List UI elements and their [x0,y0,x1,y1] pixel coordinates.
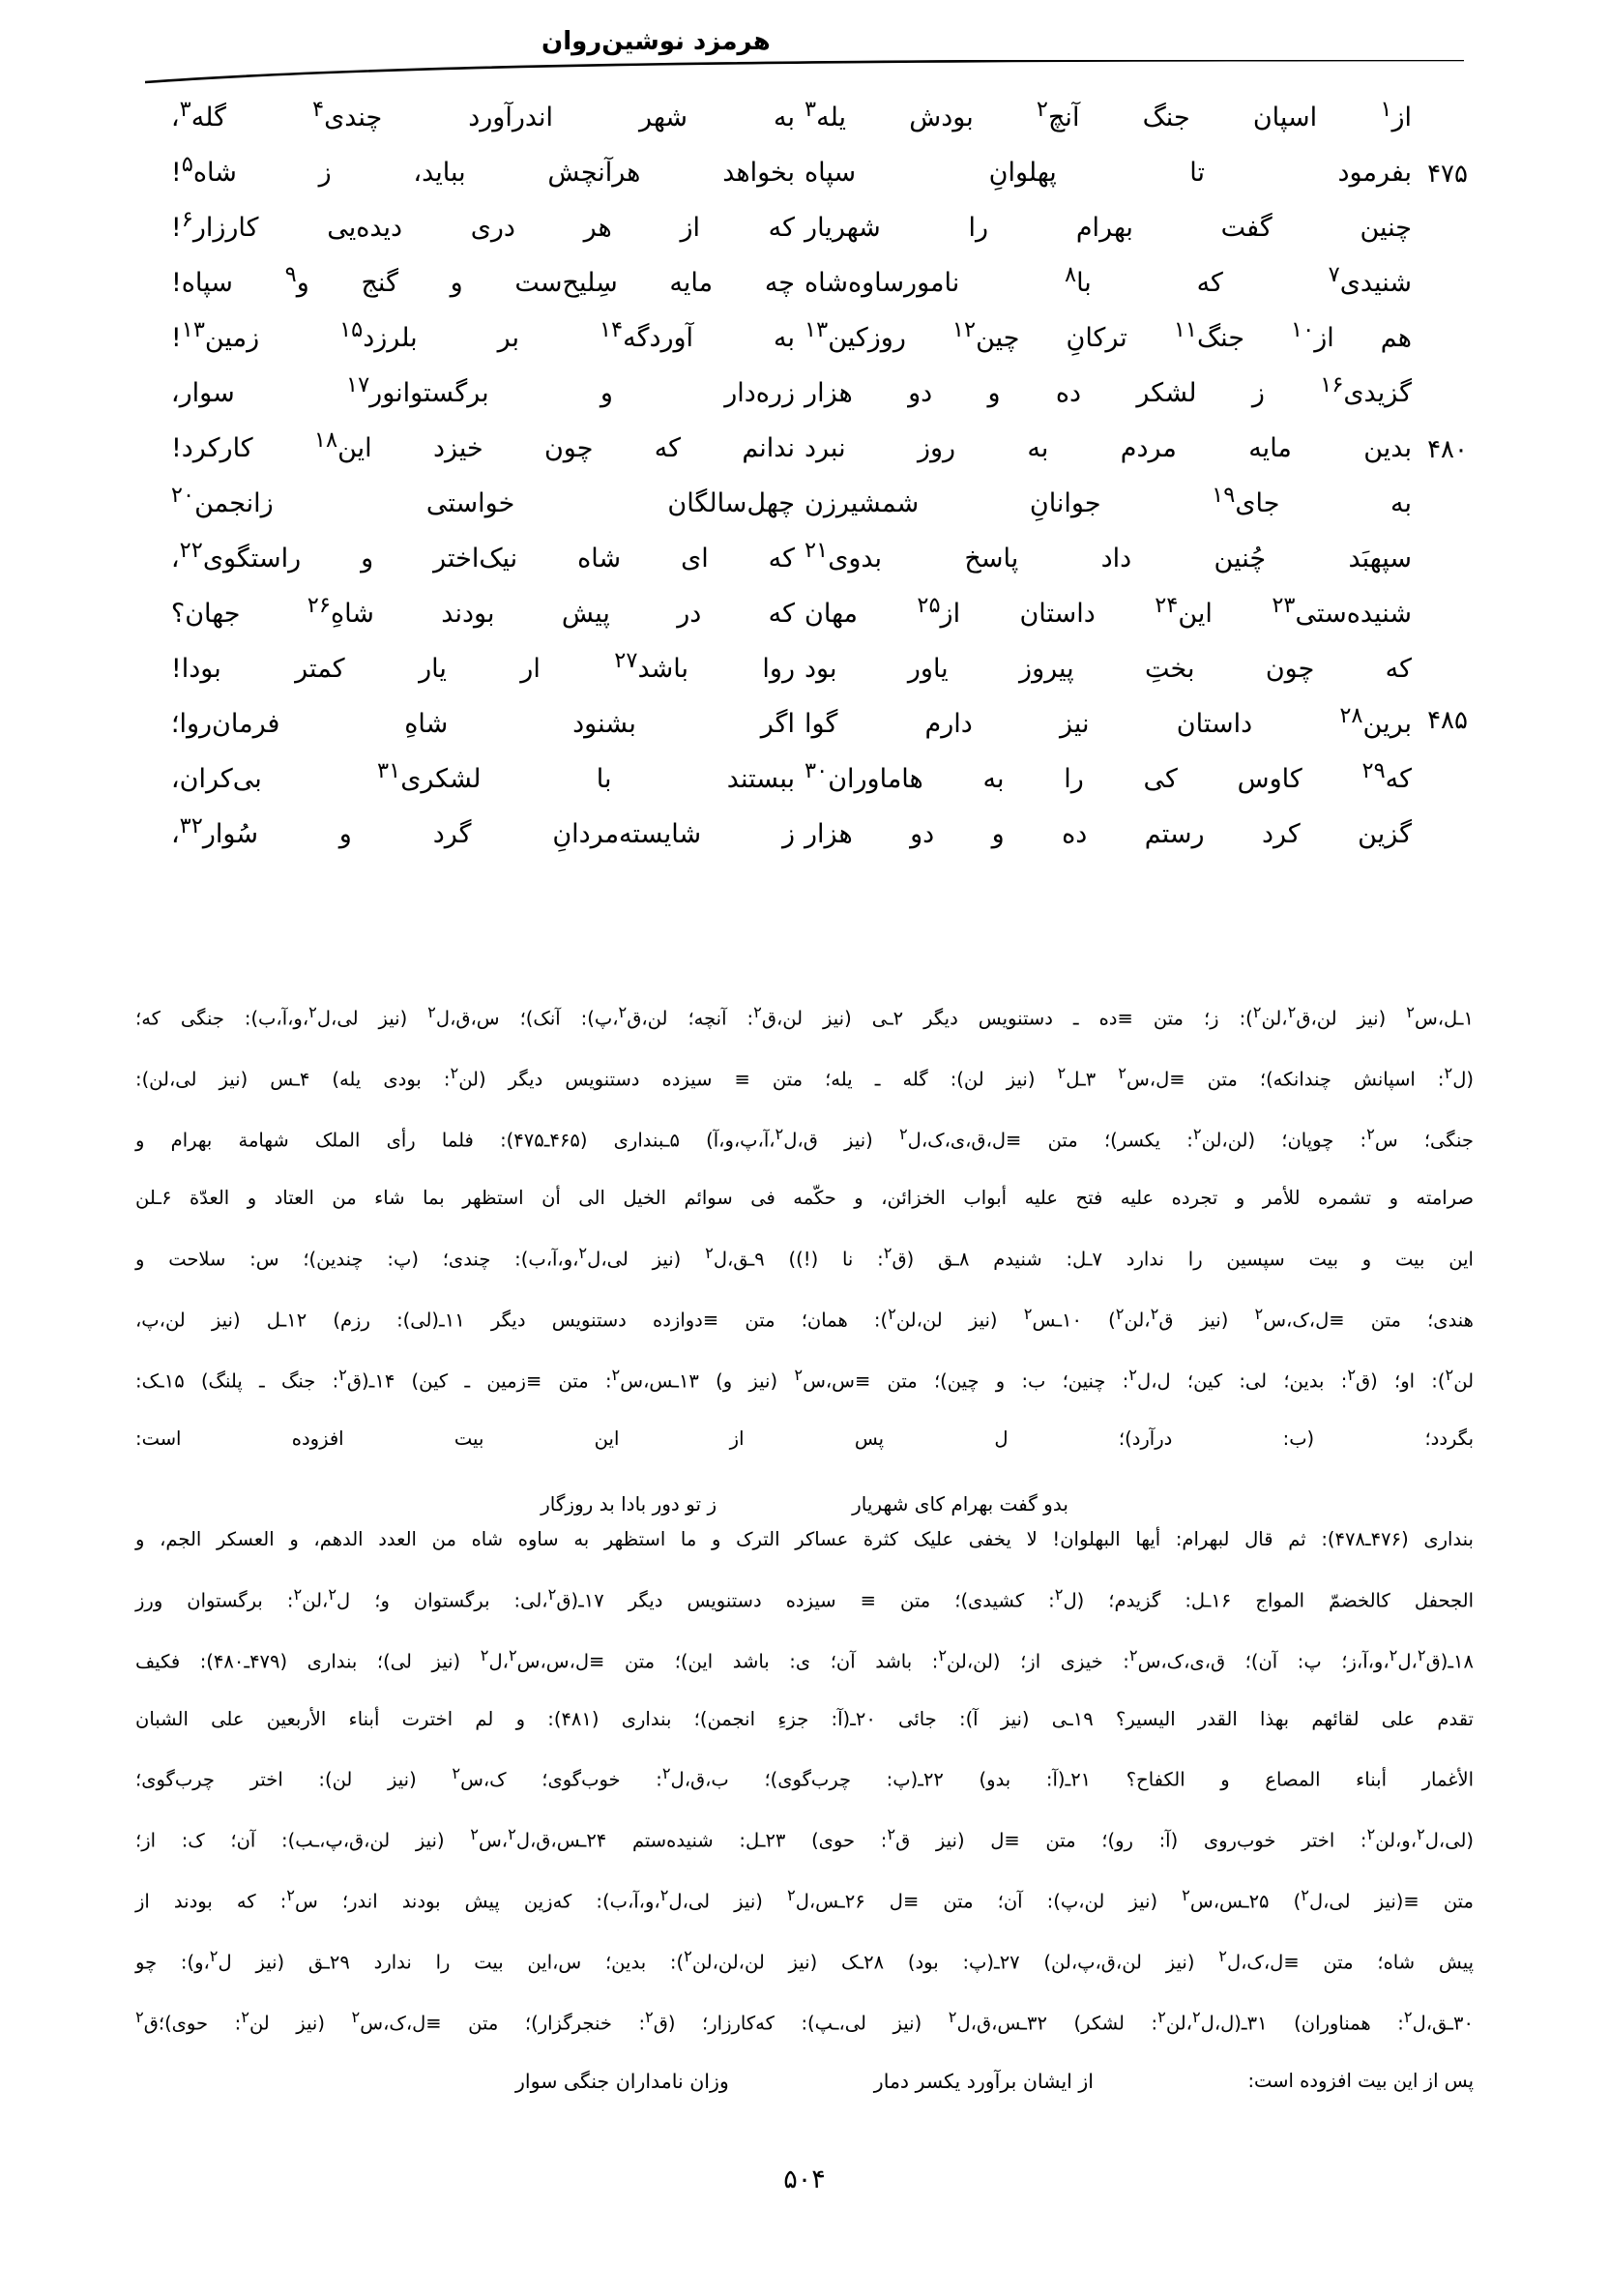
running-header-title: هرمزد نوشین‌روان [541,27,771,56]
hemistich-left: چهل‌سالگان خواستی زانجمن$^{۲۰}$ [170,483,795,518]
verse-couplet [145,754,1464,805]
hemistich-left: روا باشد$^{۲۷}$ ار یار کمتر بودا! [170,648,795,684]
header-rule [145,60,1464,85]
apparatus-line: ۱ـل،س$^۲$ (نیز لن،ق$^۲$،لن$^۲$): ز؛ متن ≡ده ـ دستنویس دیگر ۲ـی (نیز لن،ق$^۲$: آنچه؛ لن،ق$^۲$،پ): آنک)؛ س،ق،ل$^۲$ (نیز لی،ل$^۲$،و،آ،ب): جنگی که؛ [135,1003,1474,1030]
apparatus-line: بنداری (۴۷۶ـ۴۷۸): ثم قال لبهرام: أیها البهلوان! لا یخفی علیک کثرة عساکر الترک و ما استظهر به ساوه شاه من العدد الدهم، و العسکر الجم، و [135,1528,1474,1550]
apparatus-line: ۱۸ـ(ق$^۲$،ل$^۲$،و،آ،ز؛ پ: آن)؛ ق،ی،ک،س$^۲$: خیزی از؛ (لن،لن$^۲$: باشد آن؛ ی: باشد این)؛ متن ≡ل،س،س$^۲$،ل$^۲$ (نیز لی)؛ بنداری (۴۷۹ـ۴۸۰): فکیف [135,1645,1474,1672]
verse-couplet [145,809,1464,860]
apparatus-line: متن ≡(نیز لی،ل$^۲$) ۲۵ـس،س$^۲$ (نیز لن،پ): آن؛ متن ≡ل ۲۶ـس،ل$^۲$ (نیز لی،ل$^۲$،و،آ،ب): که‌زین پیش بودند اندر؛ س$^۲$: که بودند از [135,1886,1474,1913]
apparatus-line: ۳۰ـق،ل$^۲$: همناوران) ۳۱ـ(ل،ل$^۲$،لن$^۲$: لشکر) ۳۲ـس،ق،ل$^۲$ (نیز لی،ـپ): که‌کارزار؛ (ق$^۲$: خنجرگزار)؛ متن ≡ل،ک،س$^۲$ (نیز لن$^۲$: حوی)؛ق$^۲$ [135,2008,1474,2035]
hemistich-right: ۴۷۵ بفرمود تا پهلوانِ سپاه [804,153,1464,193]
hemistich-left: به آوردگه$^{۱۴}$ بر بلرزد$^{۱۵}$ زمین$^{۱۳}$! [170,317,795,353]
hemistich-left: ز شایسته‌مردانِ گرد و سُوار$^{۳۲}$، [170,813,795,849]
apparatus-line: هندی؛ متن ≡ل،ک،س$^۲$ (نیز ق$^۲$،لن$^۲$) ۱۰ـس$^۲$ (نیز لن،لن$^۲$): همان؛ متن ≡دوازده دستنویس دیگر ۱۱ـ(لی): رزم) ۱۲ـل (نیز لن،پ، [135,1304,1474,1331]
apparatus-line: تقدم علی لقائهم بهذا القدر الیسیر؟ ۱۹ـی (نیز آ): جائی ۲۰ـ(آ: جزءِ انجمن)؛ بنداری (۴۸۱): و لم اخترت أبناء الأربعین علی الشبان [135,1707,1474,1730]
apparatus-inserted-verse-1 [135,1489,1474,1518]
critical-apparatus [135,1001,1474,2096]
hemistich-right: هم از$^{۱۰}$ جنگ$^{۱۱}$ ترکانِ چین$^{۱۲}$ روزکین$^{۱۳}$ [804,317,1412,353]
inserted-verse-1-left: ز تو دور بادا بد روزگار [541,1492,717,1516]
hemistich-right: ۴۸۵ برین$^{۲۸}$ داستان نیز دارم گوا [804,703,1468,739]
verse-couplet [145,258,1464,309]
apparatus-part-two [135,1525,1474,2066]
hemistich-left: که ای شاه نیک‌اختر و راستگوی$^{۲۲}$، [170,538,795,574]
apparatus-line: بگردد؛ (ب: درآرد)؛ ل پس از این بیت افزوده است: [135,1427,1474,1450]
hemistich-left: بخواهد هرآنچش بباید، ز شاه$^۵$! [170,152,795,188]
verse-couplet [145,424,1468,474]
hemistich-left: ندانم که چون خیزد این$^{۱۸}$ کارکرد! [170,427,795,463]
page-number: ۵۰۴ [783,2164,826,2194]
verse-number: ۴۷۵ [1427,160,1468,189]
inserted-verse-2-left: وزان نامداران جنگی سوار [515,2070,729,2093]
apparatus-line: الجحفل کالخضمّ المواج ۱۶ـل: گزیدم؛ (ل$^۲$: کشیدی)؛ متن ≡ سیزده دستنویس دیگر ۱۷ـ(ق$^۲$،لی: برگستوان و؛ ل$^۲$،لن$^۲$: برگستوان ورز [135,1584,1474,1611]
verse-couplet [145,313,1464,364]
hemistich-left: که در پیش بودند شاهِ$^{۲۶}$ جهان؟ [170,593,795,629]
verse-couplet [145,589,1464,639]
apparatus-line: جنگی؛ س$^۲$: چوپان؛ (لن،لن$^۲$: یکسر)؛ متن ≡ل،ق،ی،ک،ل$^۲$ (نیز ق،ل$^۲$،آ،پ،و،آ) ۵ـبنداری (۴۶۵ـ۴۷۵): فلما رأی الملک شهامة بهرام و [135,1125,1474,1152]
apparatus-line: این بیت و بیت سپسین را ندارد ۷ـل: شنیدم ۸ـق (ق$^۲$: نا (!)) ۹ـق،ل$^۲$ (نیز لی،ل$^۲$،و،آ،ب): چندی؛ (پ: چندین)؛ س: سلاحت و [135,1243,1474,1270]
hemistich-left: زره‌دار و برگستوانور$^{۱۷}$ سوار، [170,372,795,408]
verse-couplet [145,93,1464,143]
hemistich-right: از$^۱$ اسپان جنگ آنچ$^۲$ بودش یله$^۳$ [804,97,1412,132]
hemistich-right: شنیدی$^۷$ که با$^۸$ نامورساوه‌شاه [804,262,1412,298]
verse-couplet [145,148,1468,198]
verse-couplet [145,699,1468,750]
hemistich-right: که$^{۲۹}$ کاوس کی را به هاماوران$^{۳۰}$ [804,758,1412,794]
hemistich-left: چه مایه سِلیح‌ست و گنج و$^۹$ سپاه! [170,262,795,298]
apparatus-inserted-verse-2 [135,2070,1474,2093]
hemistich-left: اگر بشنود شاهِ فرمان‌روا؛ [170,709,795,739]
verse-block [145,93,1468,865]
verse-couplet [145,479,1464,529]
hemistich-right: به جای$^{۱۹}$ جوانانِ شمشیرزن [804,483,1412,518]
apparatus-line: (لی،ل$^۲$،و،لن$^۲$: اختر خوب‌روی (آ: رو)؛ متن ≡ل (نیز ق$^۲$: حوی) ۲۳ـل: شنیده‌ستم ۲۴ـس،ق،ل$^۲$،س$^۲$ (نیز لن،ق،پ،ـب): آن؛ ک: از؛ [135,1825,1475,1852]
hemistich-right: شنیده‌ستی$^{۲۳}$ این$^{۲۴}$ داستان از$^{۲۵}$ مهان [804,593,1412,629]
hemistich-left: ببستند با لشکری$^{۳۱}$ بی‌کران، [170,758,795,794]
verse-couplet [145,534,1464,584]
running-header [174,27,1435,56]
verse-number: ۴۸۰ [1427,435,1468,464]
apparatus-line: (ل$^۲$: اسپانش چندانکه)؛ متن ≡ل،س$^۲$ ۳ـل$^۲$ (نیز لن): گله ـ یله؛ متن ≡ سیزده دستنویس دیگر (لن$^۲$: بودی یله) ۴ـس (نیز لی،لن): [135,1064,1474,1091]
inserted-verse-2-right: از ایشان برآورد یکسر دمار [873,2070,1094,2093]
apparatus-line: الأغمار أبناء المصاع و الکفاح؟ ۲۱ـ(آ: بدو) ۲۲ـ(پ: چرب‌گوی)؛ ب،ق،ل$^۲$: خوب‌گوی؛ ک،س$^۲$ (نیز لن): اختر چرب‌گوی؛ [135,1764,1474,1791]
hemistich-right: گزین کرد رستم ده و دو هزار [804,819,1412,849]
hemistich-right: چنین گفت بهرام را شهریار [804,213,1412,243]
hemistich-left: که از هر دری دیده‌یی کارزار$^۶$! [170,207,795,243]
verse-number: ۴۸۵ [1427,706,1468,735]
hemistich-right: گزیدی$^{۱۶}$ ز لشکر ده و دو هزار [804,372,1412,408]
verse-couplet [145,203,1464,253]
apparatus-line: صرامته و تشمره للأمر و تجرده علیه فتح علیه أبواب الخزائن، و حکّمه فی سوائم الخیل الی أن استظهر بما شاء من العتاد و العدّة ۶ـلن [135,1187,1474,1209]
apparatus-line: لن$^۲$): او؛ (ق$^۲$: بدین؛ لی: کین؛ ل،ل$^۲$: چنین؛ ب: و چین)؛ متن ≡س،س$^۲$ (نیز و) ۱۳ـس،س$^۲$: متن ≡زمین ـ کین) ۱۴ـ(ق$^۲$: جنگ ـ پلنگ) ۱۵ـک: [135,1365,1475,1392]
hemistich-right: سپهبَد چُنین داد پاسخ بدوی$^{۲۱}$ [804,538,1412,574]
hemistich-right: ۴۸۰ بدین مایه مردم به روز نبرد [804,428,1464,469]
hemistich-right: که چون بختِ پیروز یاور بود [804,654,1412,684]
apparatus-part-one [135,1001,1474,1481]
apparatus-closing-lead: پس از این بیت افزوده است: [1247,2070,1474,2092]
inserted-verse-1-right: بدو گفت بهرام کای شهریار [852,1492,1068,1516]
apparatus-line: پیش شاه؛ متن ≡ل،ک،ل$^۲$ (نیز لن،ق،پ،لن) ۲۷ـ(پ: بود) ۲۸ـک (نیز لن،لن،لن$^۲$): بدین؛ س،این بیت را ندارد ۲۹ـق (نیز ل$^۲$،و): چو [135,1947,1475,1974]
hemistich-left: به شهر اندرآورد چندی$^۴$ گله$^۳$، [170,97,795,132]
verse-couplet [145,644,1464,694]
verse-couplet [145,368,1464,419]
